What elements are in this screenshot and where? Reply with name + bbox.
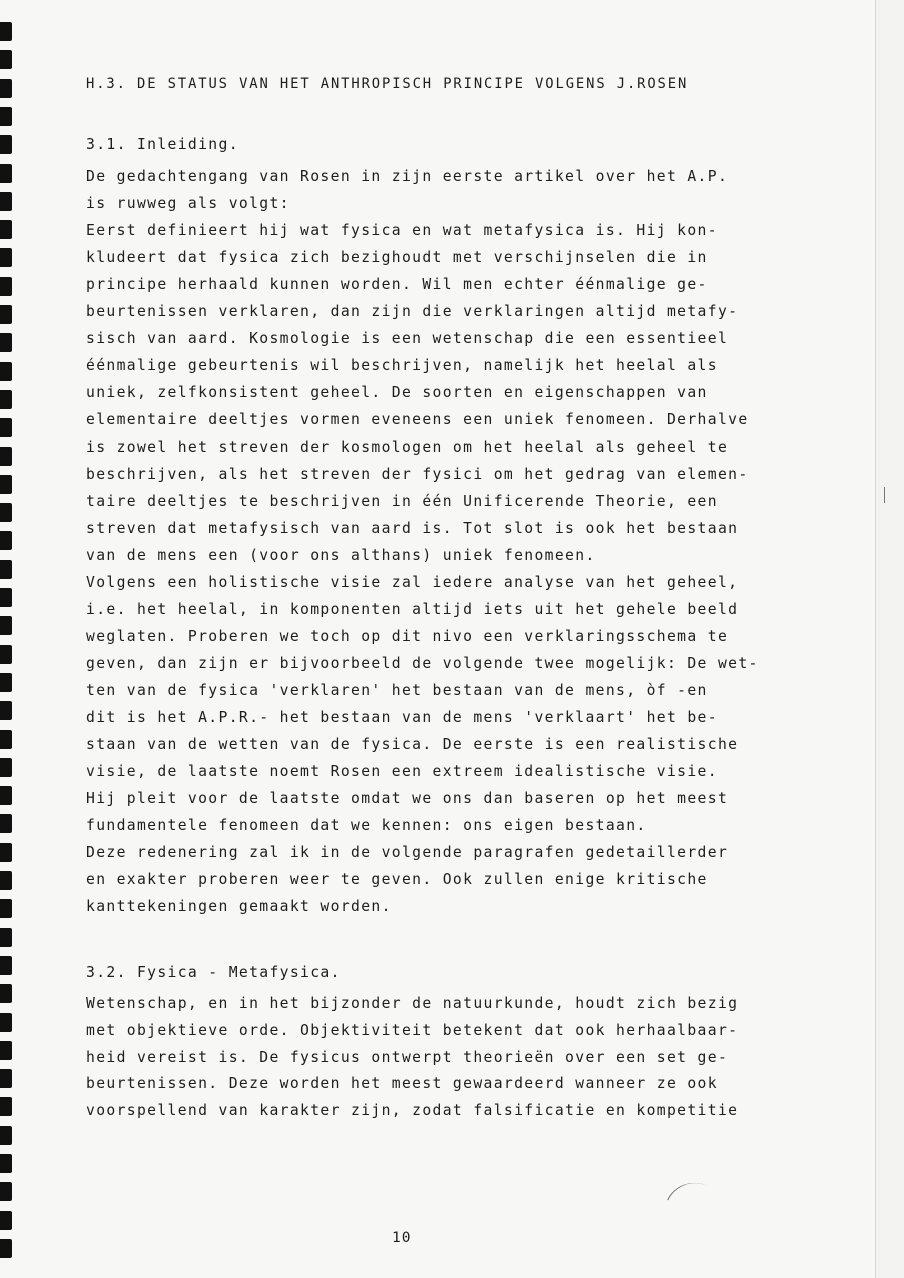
- binding-hole: [0, 248, 12, 267]
- binding-hole: [0, 1154, 12, 1173]
- binding-hole: [0, 1097, 12, 1116]
- text-line: weglaten. Proberen we toch op dit nivo een verklaringsschema te: [86, 627, 729, 645]
- chapter-heading: H.3. DE STATUS VAN HET ANTHROPISCH PRINCIPE VOLGENS J.ROSEN: [86, 76, 689, 92]
- binding-hole: [0, 1182, 12, 1201]
- binding-hole: [0, 673, 12, 692]
- binding-hole: [0, 1013, 12, 1032]
- binding-hole: [0, 616, 12, 635]
- binding-hole: [0, 305, 12, 324]
- text-line: geven, dan zijn er bijvoorbeeld de volgende twee mogelijk: De wet-: [86, 654, 759, 672]
- binding-hole: [0, 1239, 12, 1258]
- text-line: Deze redenering zal ik in de volgende paragrafen gedetaillerder: [86, 844, 729, 862]
- section-title: 3.1. Inleiding.: [86, 136, 239, 153]
- binding-hole: [0, 1041, 12, 1060]
- text-line: beschrijven, als het streven der fysici om het gedrag van elemen-: [86, 465, 749, 483]
- binding-hole: [0, 871, 12, 890]
- text-line: Volgens een holistische visie zal iedere analyse van het geheel,: [86, 573, 739, 591]
- binding-hole: [0, 645, 12, 664]
- text-line: met objektieve orde. Objektiviteit betekent dat ook herhaalbaar-: [86, 1021, 739, 1039]
- text-line: sisch van aard. Kosmologie is een wetenschap die een essentieel: [86, 330, 729, 348]
- text-line: van de mens een (voor ons althans) uniek fenomeen.: [86, 546, 596, 564]
- text-line: dit is het A.P.R.- het bestaan van de mens 'verklaart' het be-: [86, 709, 718, 726]
- pen-stroke: [667, 1173, 708, 1213]
- text-line: is ruwweg als volgt:: [86, 195, 290, 213]
- binding-hole: [0, 164, 12, 183]
- binding-hole: [0, 730, 12, 749]
- binding-hole: [0, 1126, 12, 1145]
- binding-hole: [0, 220, 12, 239]
- binding-hole: [0, 786, 12, 805]
- binding-hole: [0, 277, 12, 296]
- binding-hole: [0, 475, 12, 494]
- text-line: heid vereist is. De fysicus ontwerpt theorieën over een set ge-: [86, 1048, 729, 1066]
- binding-hole: [0, 956, 12, 975]
- binding-hole: [0, 447, 12, 466]
- binding-hole: [0, 1069, 12, 1088]
- text-line: taire deeltjes te beschrijven in één Unificerende Theorie, een: [86, 492, 718, 510]
- binding-hole: [0, 107, 12, 126]
- page-number: 10: [392, 1230, 412, 1246]
- text-line: i.e. het heelal, in komponenten altijd iets uit het gehele beeld: [86, 600, 739, 618]
- binding-hole: [0, 135, 12, 154]
- binding-hole: [0, 503, 12, 522]
- binding-hole: [0, 984, 12, 1003]
- text-line: De gedachtengang van Rosen in zijn eerste artikel over het A.P.: [86, 168, 729, 185]
- binding-hole: [0, 418, 12, 437]
- text-line: staan van de wetten van de fysica. De eerste is een realistische: [86, 736, 739, 754]
- text-line: uniek, zelfkonsistent geheel. De soorten en eigenschappen van: [86, 384, 708, 402]
- text-line: Eerst definieert hij wat fysica en wat metafysica is. Hij kon-: [86, 222, 718, 240]
- text-line: fundamentele fenomeen dat we kennen: ons eigen bestaan.: [86, 817, 647, 835]
- text-line: éénmalige gebeurtenis wil beschrijven, namelijk het heelal als: [86, 357, 718, 375]
- text-line: streven dat metafysisch van aard is. Tot slot is ook het bestaan: [86, 519, 739, 537]
- text-line: kludeert dat fysica zich bezighoudt met verschijnselen die in: [86, 249, 708, 267]
- text-line: elementaire deeltjes vormen eveneens een uniek fenomeen. Derhalve: [86, 411, 749, 429]
- text-line: visie, de laatste noemt Rosen een extreem idealistische visie.: [86, 763, 718, 781]
- binding-hole: [0, 79, 12, 98]
- binding-hole: [0, 50, 12, 69]
- binding-hole: [0, 1211, 12, 1230]
- text-line: ten van de fysica 'verklaren' het bestaan van de mens, òf -en: [86, 681, 708, 699]
- binding-hole: [0, 928, 12, 947]
- margin-mark: [884, 487, 885, 503]
- text-line: Hij pleit voor de laatste omdat we ons dan baseren op het meest: [86, 790, 729, 808]
- binding-hole: [0, 560, 12, 579]
- binding-hole: [0, 22, 12, 41]
- text-line: en exakter proberen weer te geven. Ook zullen enige kritische: [86, 871, 708, 889]
- text-line: Wetenschap, en in het bijzonder de natuurkunde, houdt zich bezig: [86, 995, 739, 1012]
- binding-hole: [0, 899, 12, 918]
- binding-hole: [0, 192, 12, 211]
- binding-hole: [0, 588, 12, 607]
- binding-hole: [0, 531, 12, 550]
- binding-hole: [0, 333, 12, 352]
- binding-hole: [0, 814, 12, 833]
- binding-hole: [0, 843, 12, 862]
- section-title: 3.2. Fysica - Metafysica.: [86, 964, 341, 981]
- text-line: beurtenissen. Deze worden het meest gewaardeerd wanneer ze ook: [86, 1075, 718, 1093]
- text-line: is zowel het streven der kosmologen om het heelal als geheel te: [86, 438, 729, 456]
- text-line: principe herhaald kunnen worden. Wil men echter éénmalige ge-: [86, 276, 708, 294]
- binding-hole: [0, 390, 12, 409]
- page-edge: [875, 0, 904, 1278]
- binding-hole: [0, 758, 12, 777]
- text-line: beurtenissen verklaren, dan zijn die verklaringen altijd metafy-: [86, 303, 739, 321]
- text-line: voorspellend van karakter zijn, zodat falsificatie en kompetitie: [86, 1102, 739, 1120]
- text-line: kanttekeningen gemaakt worden.: [86, 898, 392, 916]
- binding-hole: [0, 362, 12, 381]
- binding-hole: [0, 701, 12, 720]
- spiral-binding: [0, 0, 14, 1278]
